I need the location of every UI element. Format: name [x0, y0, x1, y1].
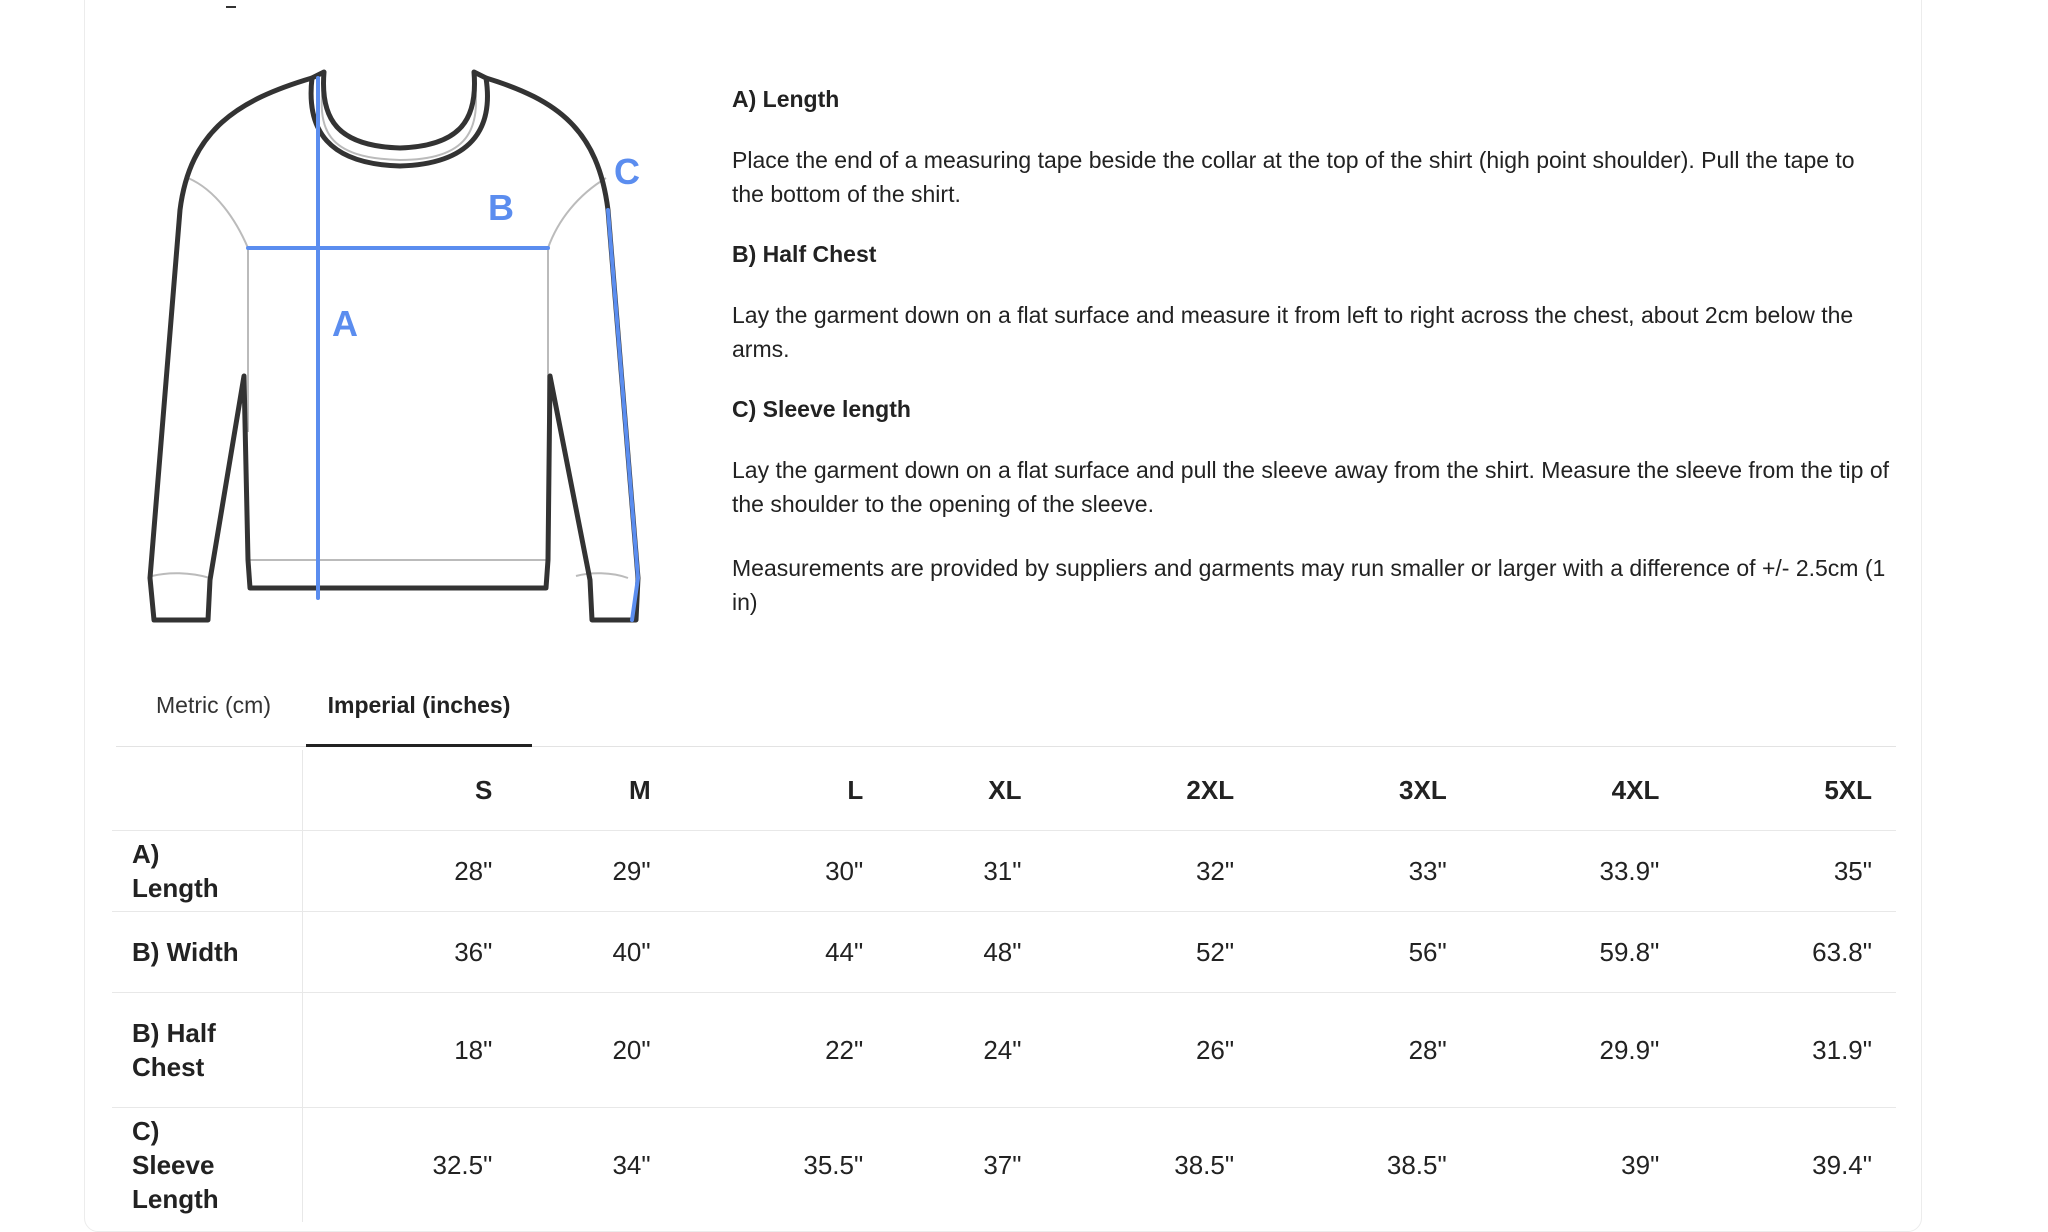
table-cell: 28"	[303, 831, 517, 912]
length-heading: A) Length	[732, 86, 840, 112]
table-cell: 28"	[1258, 993, 1471, 1108]
collar-outline	[311, 72, 487, 166]
tab-imperial[interactable]: Imperial (inches)	[306, 680, 532, 747]
sleeve-measure-line	[608, 210, 638, 620]
table-cell: 32"	[1046, 831, 1259, 912]
size-header: XL	[887, 750, 1045, 831]
table-cell: 34"	[612, 1149, 651, 1180]
size-header: S	[303, 750, 517, 831]
table-cell: 40"	[516, 912, 674, 993]
row-label: C) Sleeve Length	[112, 1108, 303, 1223]
sleeve-length-heading: C) Sleeve length	[732, 396, 911, 422]
table-cell: 33"	[1258, 831, 1471, 912]
size-chart-table	[112, 750, 1896, 1222]
table-cell: 35"	[1683, 831, 1896, 912]
size-header: 2XL	[1046, 750, 1259, 831]
label-c: C	[614, 151, 640, 192]
size-header-row	[112, 750, 1896, 831]
left-cuff-seam	[152, 573, 210, 578]
table-cell: 30"	[675, 831, 888, 912]
sleeve-length-description: Lay the garment down on a flat surface and pull the sleeve away from the shirt. Measure the sleeve from the tip of the shoulder to the opening of the sleeve.	[732, 457, 1890, 517]
table-row-half-chest	[112, 993, 1896, 1108]
table-row-width	[112, 912, 1896, 993]
table-cell: 56"	[1258, 912, 1471, 993]
label-b: B	[488, 187, 514, 228]
measurement-instructions	[732, 86, 1892, 649]
half-chest-heading: B) Half Chest	[732, 241, 877, 267]
right-cuff-seam	[576, 573, 628, 578]
measurement-note: Measurements are provided by suppliers and garments may run smaller or larger with a difference of +/- 2.5cm (1 in)	[732, 555, 1886, 615]
size-header: 4XL	[1471, 750, 1684, 831]
table-cell: 44"	[675, 912, 888, 993]
sweatshirt-measurement-diagram	[138, 60, 658, 640]
unit-tabs	[116, 680, 1896, 747]
table-cell: 20"	[516, 993, 674, 1108]
label-a: A	[332, 303, 358, 344]
table-row-length	[112, 831, 1896, 912]
size-header: M	[516, 750, 674, 831]
table-cell: 18"	[303, 993, 517, 1108]
half-chest-description: Lay the garment down on a flat surface and measure it from left to right across the chest, about 2cm below the arms.	[732, 302, 1854, 362]
table-cell: 31.9"	[1683, 993, 1896, 1108]
row-label: B) Half Chest	[112, 993, 303, 1108]
table-cell: 24"	[887, 993, 1045, 1108]
table-cell: 63.8"	[1683, 912, 1896, 993]
table-cell: 26"	[1046, 993, 1259, 1108]
table-cell: 48"	[887, 912, 1045, 993]
length-description: Place the end of a measuring tape beside the collar at the top of the shirt (high point shoulder). Pull the tape to the bottom of the shirt.	[732, 147, 1855, 207]
row-label: B) Width	[112, 912, 303, 993]
table-cell: 36"	[303, 912, 517, 993]
table-cell: 39"	[1621, 1149, 1660, 1180]
table-corner-cell	[112, 750, 303, 831]
right-armhole-seam	[548, 178, 606, 248]
row-label: A) Length	[112, 831, 303, 912]
table-cell: 22"	[675, 993, 888, 1108]
table-cell: 33.9"	[1471, 831, 1684, 912]
table-cell: 59.8"	[1471, 912, 1684, 993]
table-cell: 37"	[983, 1149, 1022, 1180]
table-cell: 32.5"	[432, 1149, 493, 1180]
table-cell: 38.5"	[1174, 1149, 1235, 1180]
size-header: L	[675, 750, 888, 831]
table-row-sleeve-length	[112, 1108, 1896, 1223]
table-cell: 35.5"	[803, 1149, 864, 1180]
size-header: 5XL	[1683, 750, 1896, 831]
table-cell: 31"	[887, 831, 1045, 912]
table-cell: 29"	[516, 831, 674, 912]
table-cell: 29.9"	[1471, 993, 1684, 1108]
table-cell: 39.4"	[1812, 1149, 1872, 1180]
size-header: 3XL	[1258, 750, 1471, 831]
tab-metric[interactable]: Metric (cm)	[156, 692, 271, 718]
left-armhole-seam	[188, 178, 248, 248]
top-divider-stub	[226, 6, 236, 8]
table-cell: 38.5"	[1386, 1149, 1447, 1180]
table-cell: 52"	[1046, 912, 1259, 993]
